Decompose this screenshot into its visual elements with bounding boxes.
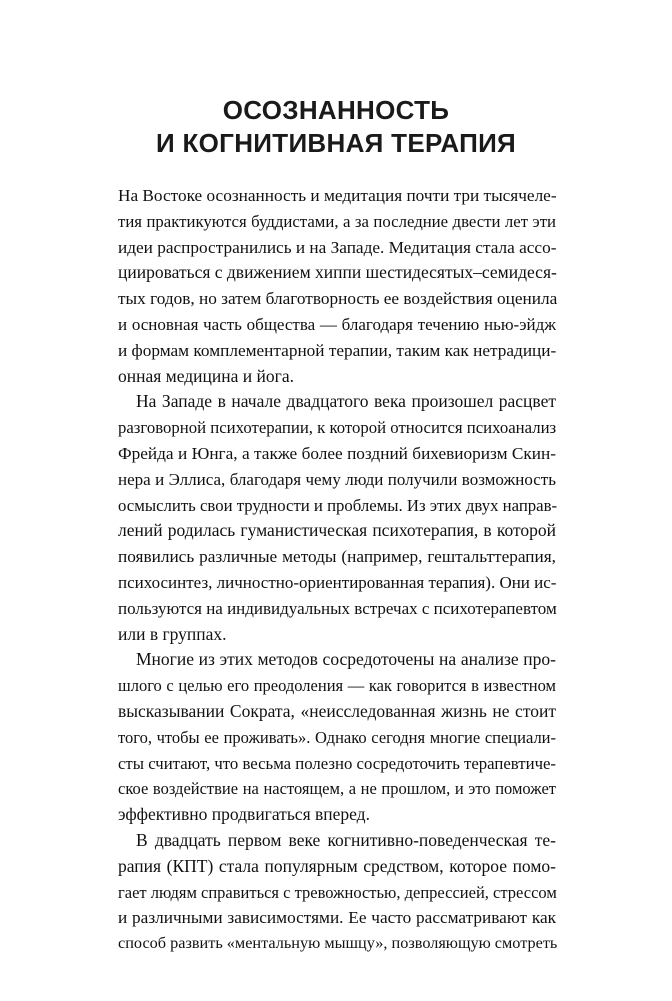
text-line: психосинтез, личностно-ориентированная терапия). Они ис-: [118, 572, 557, 592]
text-line: и формам комплементарной терапии, таким как нетрадици-: [118, 340, 557, 360]
text-line: тия практикуются буддистами, а за последние двести лет эти: [118, 211, 556, 231]
text-line: пользуются на индивидуальных встречах с психотерапевтом: [118, 598, 557, 618]
text-line: рапия (КПТ) стала популярным средством, которое помо-: [118, 855, 556, 876]
chapter-title-line-1: ОСОЗНАННОСТЬ: [222, 95, 450, 125]
text-line: того, чтобы ее проживать». Однако сегодня многие специали-: [118, 727, 556, 747]
text-line: способ развить «ментальную мышцу», позволяющую смотреть: [118, 934, 558, 953]
text-line: онная медицина и йога.: [118, 365, 294, 386]
text-line: эффективно продвигаться вперед.: [118, 804, 370, 825]
text-line: циироваться с движением хиппи шестидесятых–семидеся-: [118, 262, 557, 283]
text-line: тых годов, но затем благотворность ее воздействия оценила: [118, 289, 558, 309]
chapter-title-line-2: И КОГНИТИВНАЯ ТЕРАПИЯ: [155, 128, 517, 158]
text-line: идеи распространились и на Западе. Медитация стала ассо-: [118, 237, 557, 257]
text-line: высказывании Сократа, «неисследованная жизнь не стоит: [118, 700, 556, 721]
text-line: гает людям справиться с тревожностью, депрессией, стрессом: [118, 882, 557, 902]
text-line: и основная часть общества — благодаря течению нью-эйдж: [118, 314, 556, 334]
text-line: На Востоке осознанность и медитация почти три тысячеле-: [118, 186, 557, 205]
text-line: появились различные методы (например, гештальттерапия,: [118, 547, 556, 567]
text-line: шлого с целью его преодоления — как говорится в известном: [118, 676, 556, 696]
text-line: осмыслить свои трудности и проблемы. Из этих двух направ-: [118, 495, 558, 515]
text-line: и различными зависимостями. Ее часто рассматривают как: [118, 908, 556, 928]
text-line: лений родилась гуманистическая психотерапия, в которой: [118, 520, 556, 541]
text-line: В двадцать первом веке когнитивно-поведенческая те-: [136, 829, 556, 850]
text-line: ское воздействие на настоящем, а не прошлом, и это поможет: [118, 779, 556, 799]
chapter-body: [118, 183, 556, 957]
text-line: На Западе в начале двадцатого века произошел расцвет: [136, 391, 556, 412]
text-line: сты считают, что весьма полезно сосредоточить терапевтиче-: [118, 753, 557, 773]
text-line: Многие из этих методов сосредоточены на анализе про-: [136, 649, 556, 670]
text-line: разговорной психотерапии, к которой относится психоанализ: [118, 418, 557, 438]
text-line: или в группах.: [118, 623, 227, 644]
text-line: нера и Эллиса, благодаря чему люди получили возможность: [118, 469, 556, 489]
text-line: Фрейда и Юнга, а также более поздний бихевиоризм Скин-: [118, 443, 556, 463]
